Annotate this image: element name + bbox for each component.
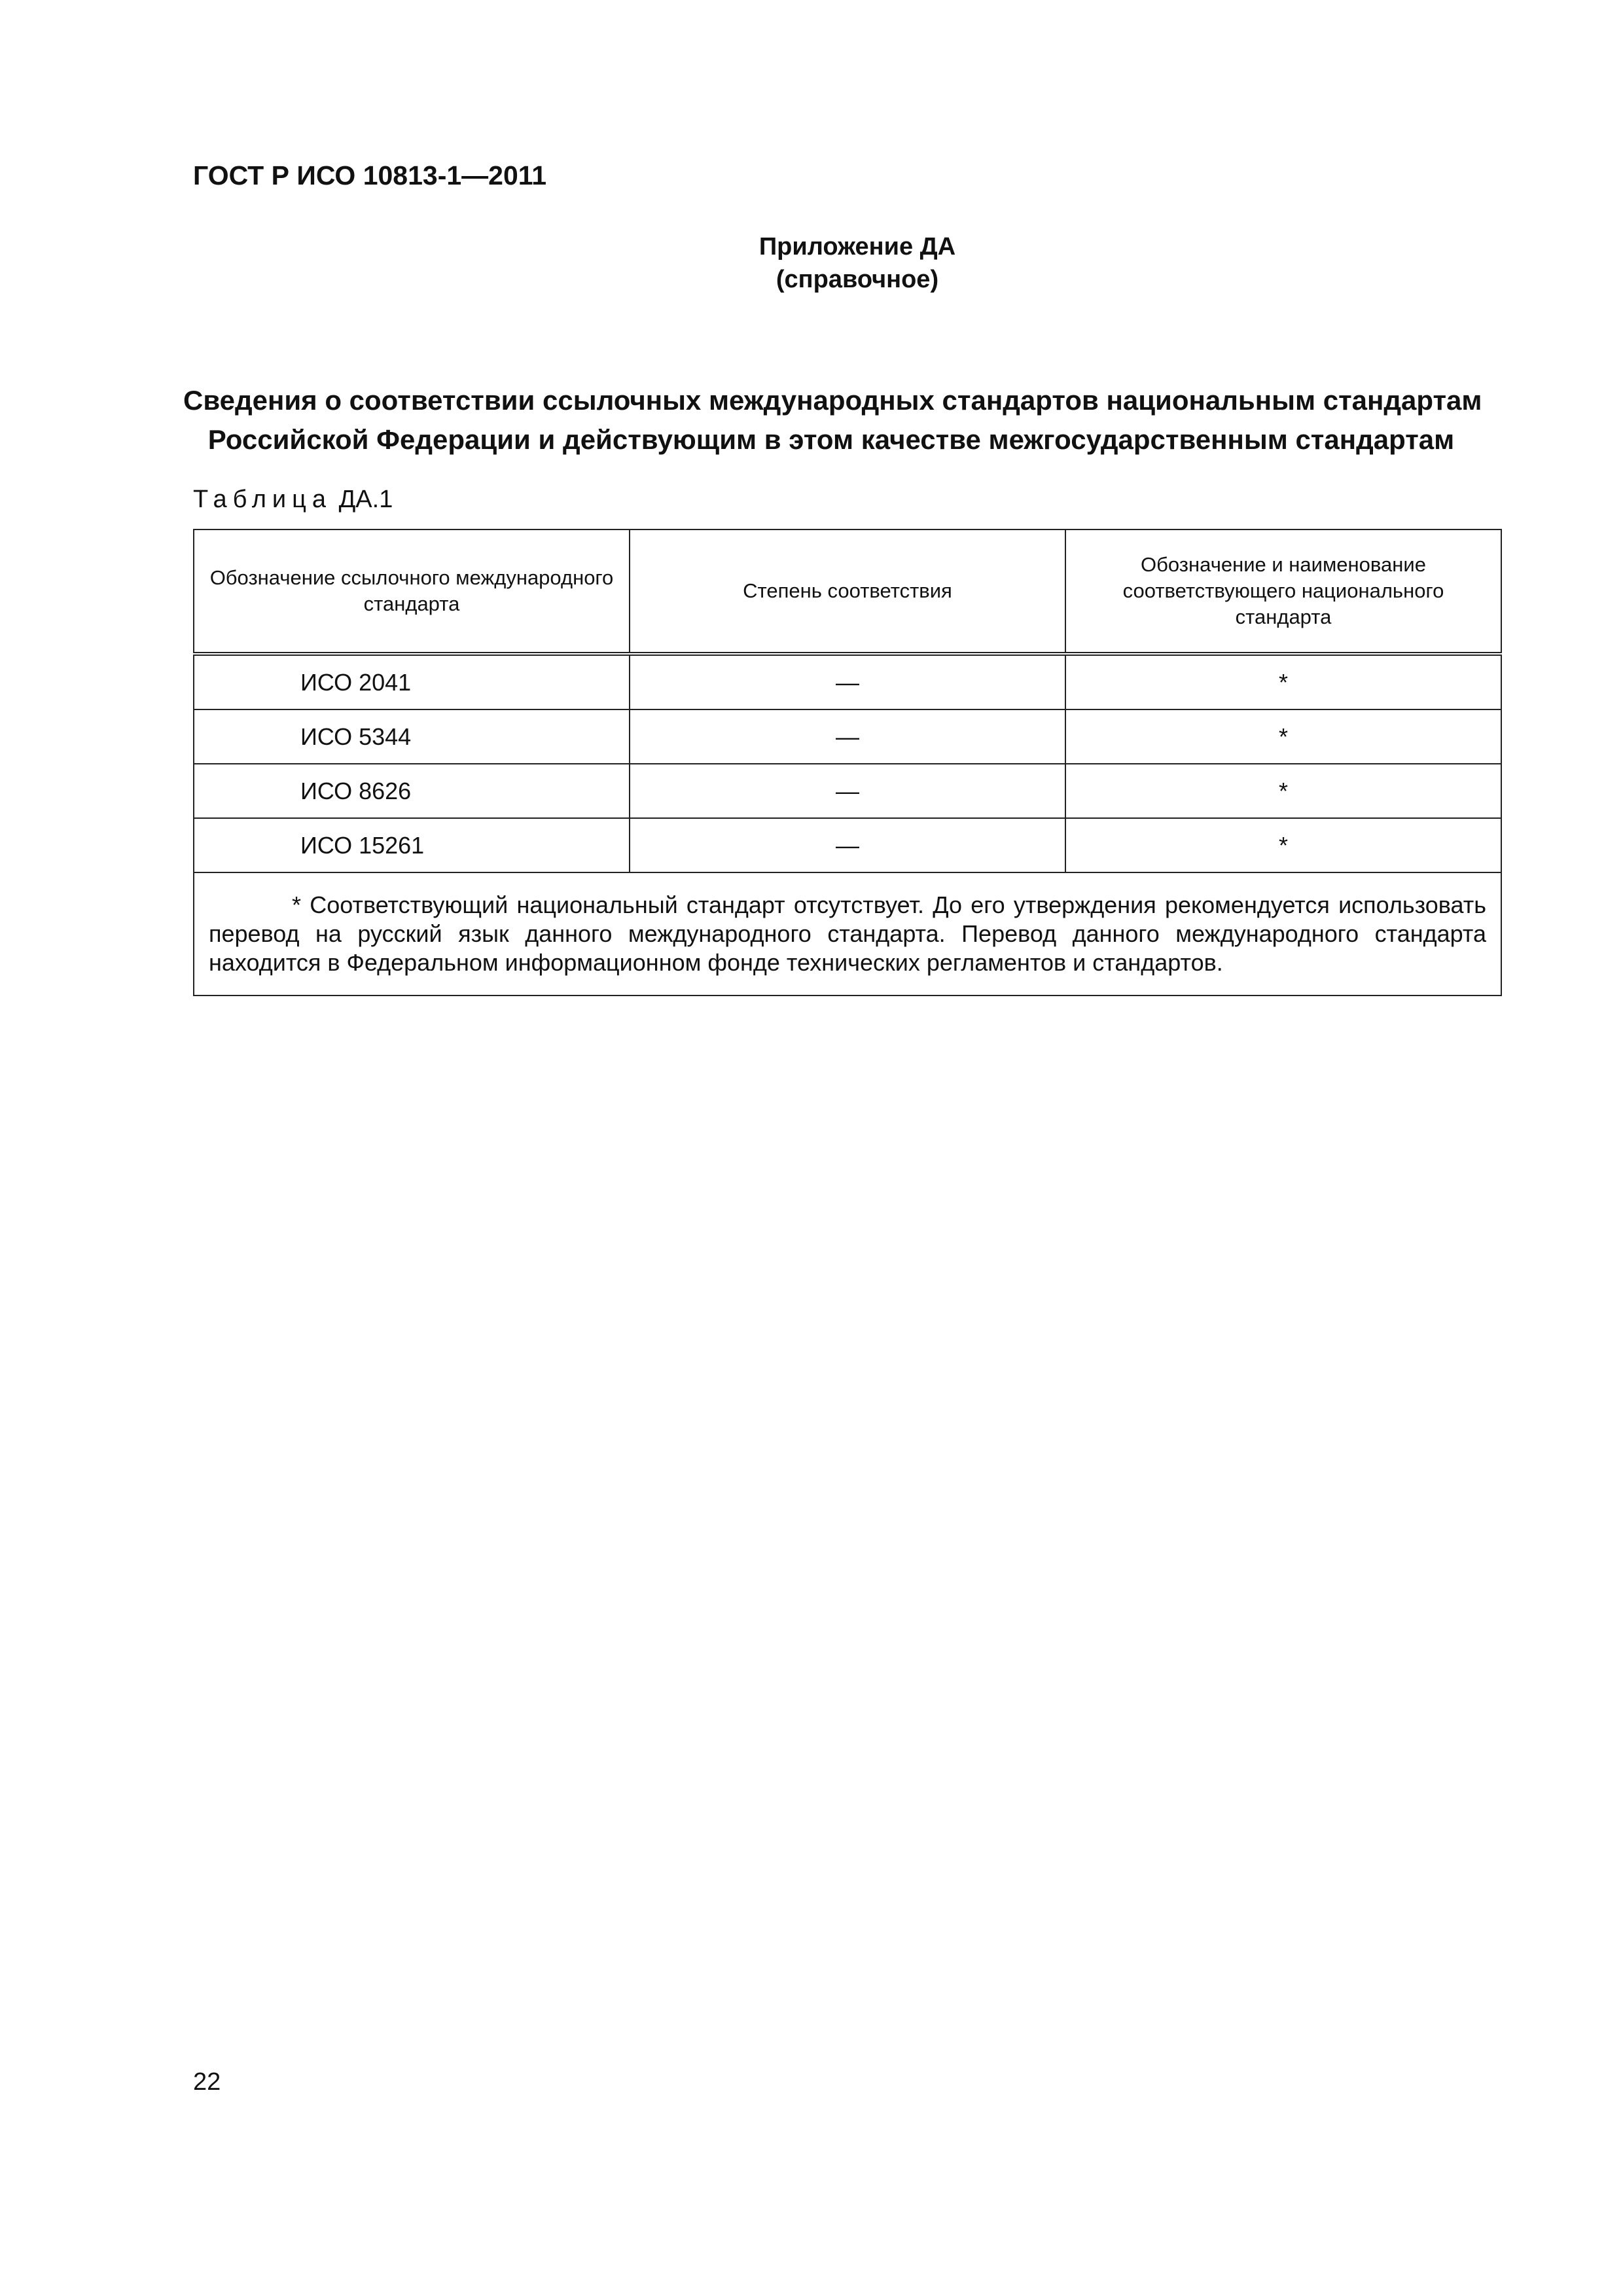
correspondence-table — [193, 529, 1502, 996]
document-header: ГОСТ Р ИСО 10813-1—2011 — [193, 160, 547, 190]
section-title-line-1: Сведения о соответствии ссылочных международных стандартов национальным стандартам — [183, 385, 1482, 416]
table-caption-number: ДА.1 — [338, 486, 393, 513]
header-national-standard — [1065, 529, 1501, 654]
cell-standard-code: ИСО 2041 — [194, 654, 630, 709]
table-caption — [193, 486, 393, 514]
header-international-standard — [194, 529, 630, 654]
table-row — [194, 818, 1501, 872]
table-caption-word: Таблица — [193, 486, 332, 513]
section-title-line-2: Российской Федерации и действующим в этом качестве межгосударственным стандартам — [207, 424, 1455, 455]
header-international-standard-text: Обозначение ссылочного международного стандарта — [209, 566, 614, 615]
appendix-heading — [615, 230, 1099, 296]
table-row — [194, 764, 1501, 818]
cell-standard-code: ИСО 8626 — [194, 764, 630, 818]
appendix-title: Приложение ДА — [758, 233, 956, 260]
header-degree-of-correspondence — [630, 529, 1065, 654]
cell-national-standard: * — [1065, 764, 1501, 818]
cell-standard-code: ИСО 5344 — [194, 709, 630, 764]
cell-national-standard: * — [1065, 709, 1501, 764]
cell-national-standard: * — [1065, 818, 1501, 872]
table-footnote-row — [194, 872, 1501, 996]
header-national-standard-text: Обозначение и наименование соответствующего национального стандарта — [1122, 553, 1444, 628]
section-title — [183, 381, 1482, 459]
header-degree-of-correspondence-text: Степень соответствия — [743, 579, 952, 602]
page-number: 22 — [193, 2068, 221, 2096]
table-row — [194, 709, 1501, 764]
cell-degree: — — [630, 764, 1065, 818]
table-row — [194, 654, 1501, 709]
cell-national-standard: * — [1065, 654, 1501, 709]
cell-degree: — — [630, 709, 1065, 764]
cell-standard-code: ИСО 15261 — [194, 818, 630, 872]
cell-degree: — — [630, 654, 1065, 709]
table-footnote: * Соответствующий национальный стандарт отсутствует. До его утверждения рекомендуется использовать перевод на русский язык данного международного стандарта. Перевод данного международного стандарта находится в Федеральном информационном фонде технических регламентов и стандартов. — [194, 872, 1501, 996]
appendix-type: (справочное) — [776, 266, 939, 293]
table-header-row — [194, 529, 1501, 654]
cell-degree: — — [630, 818, 1065, 872]
